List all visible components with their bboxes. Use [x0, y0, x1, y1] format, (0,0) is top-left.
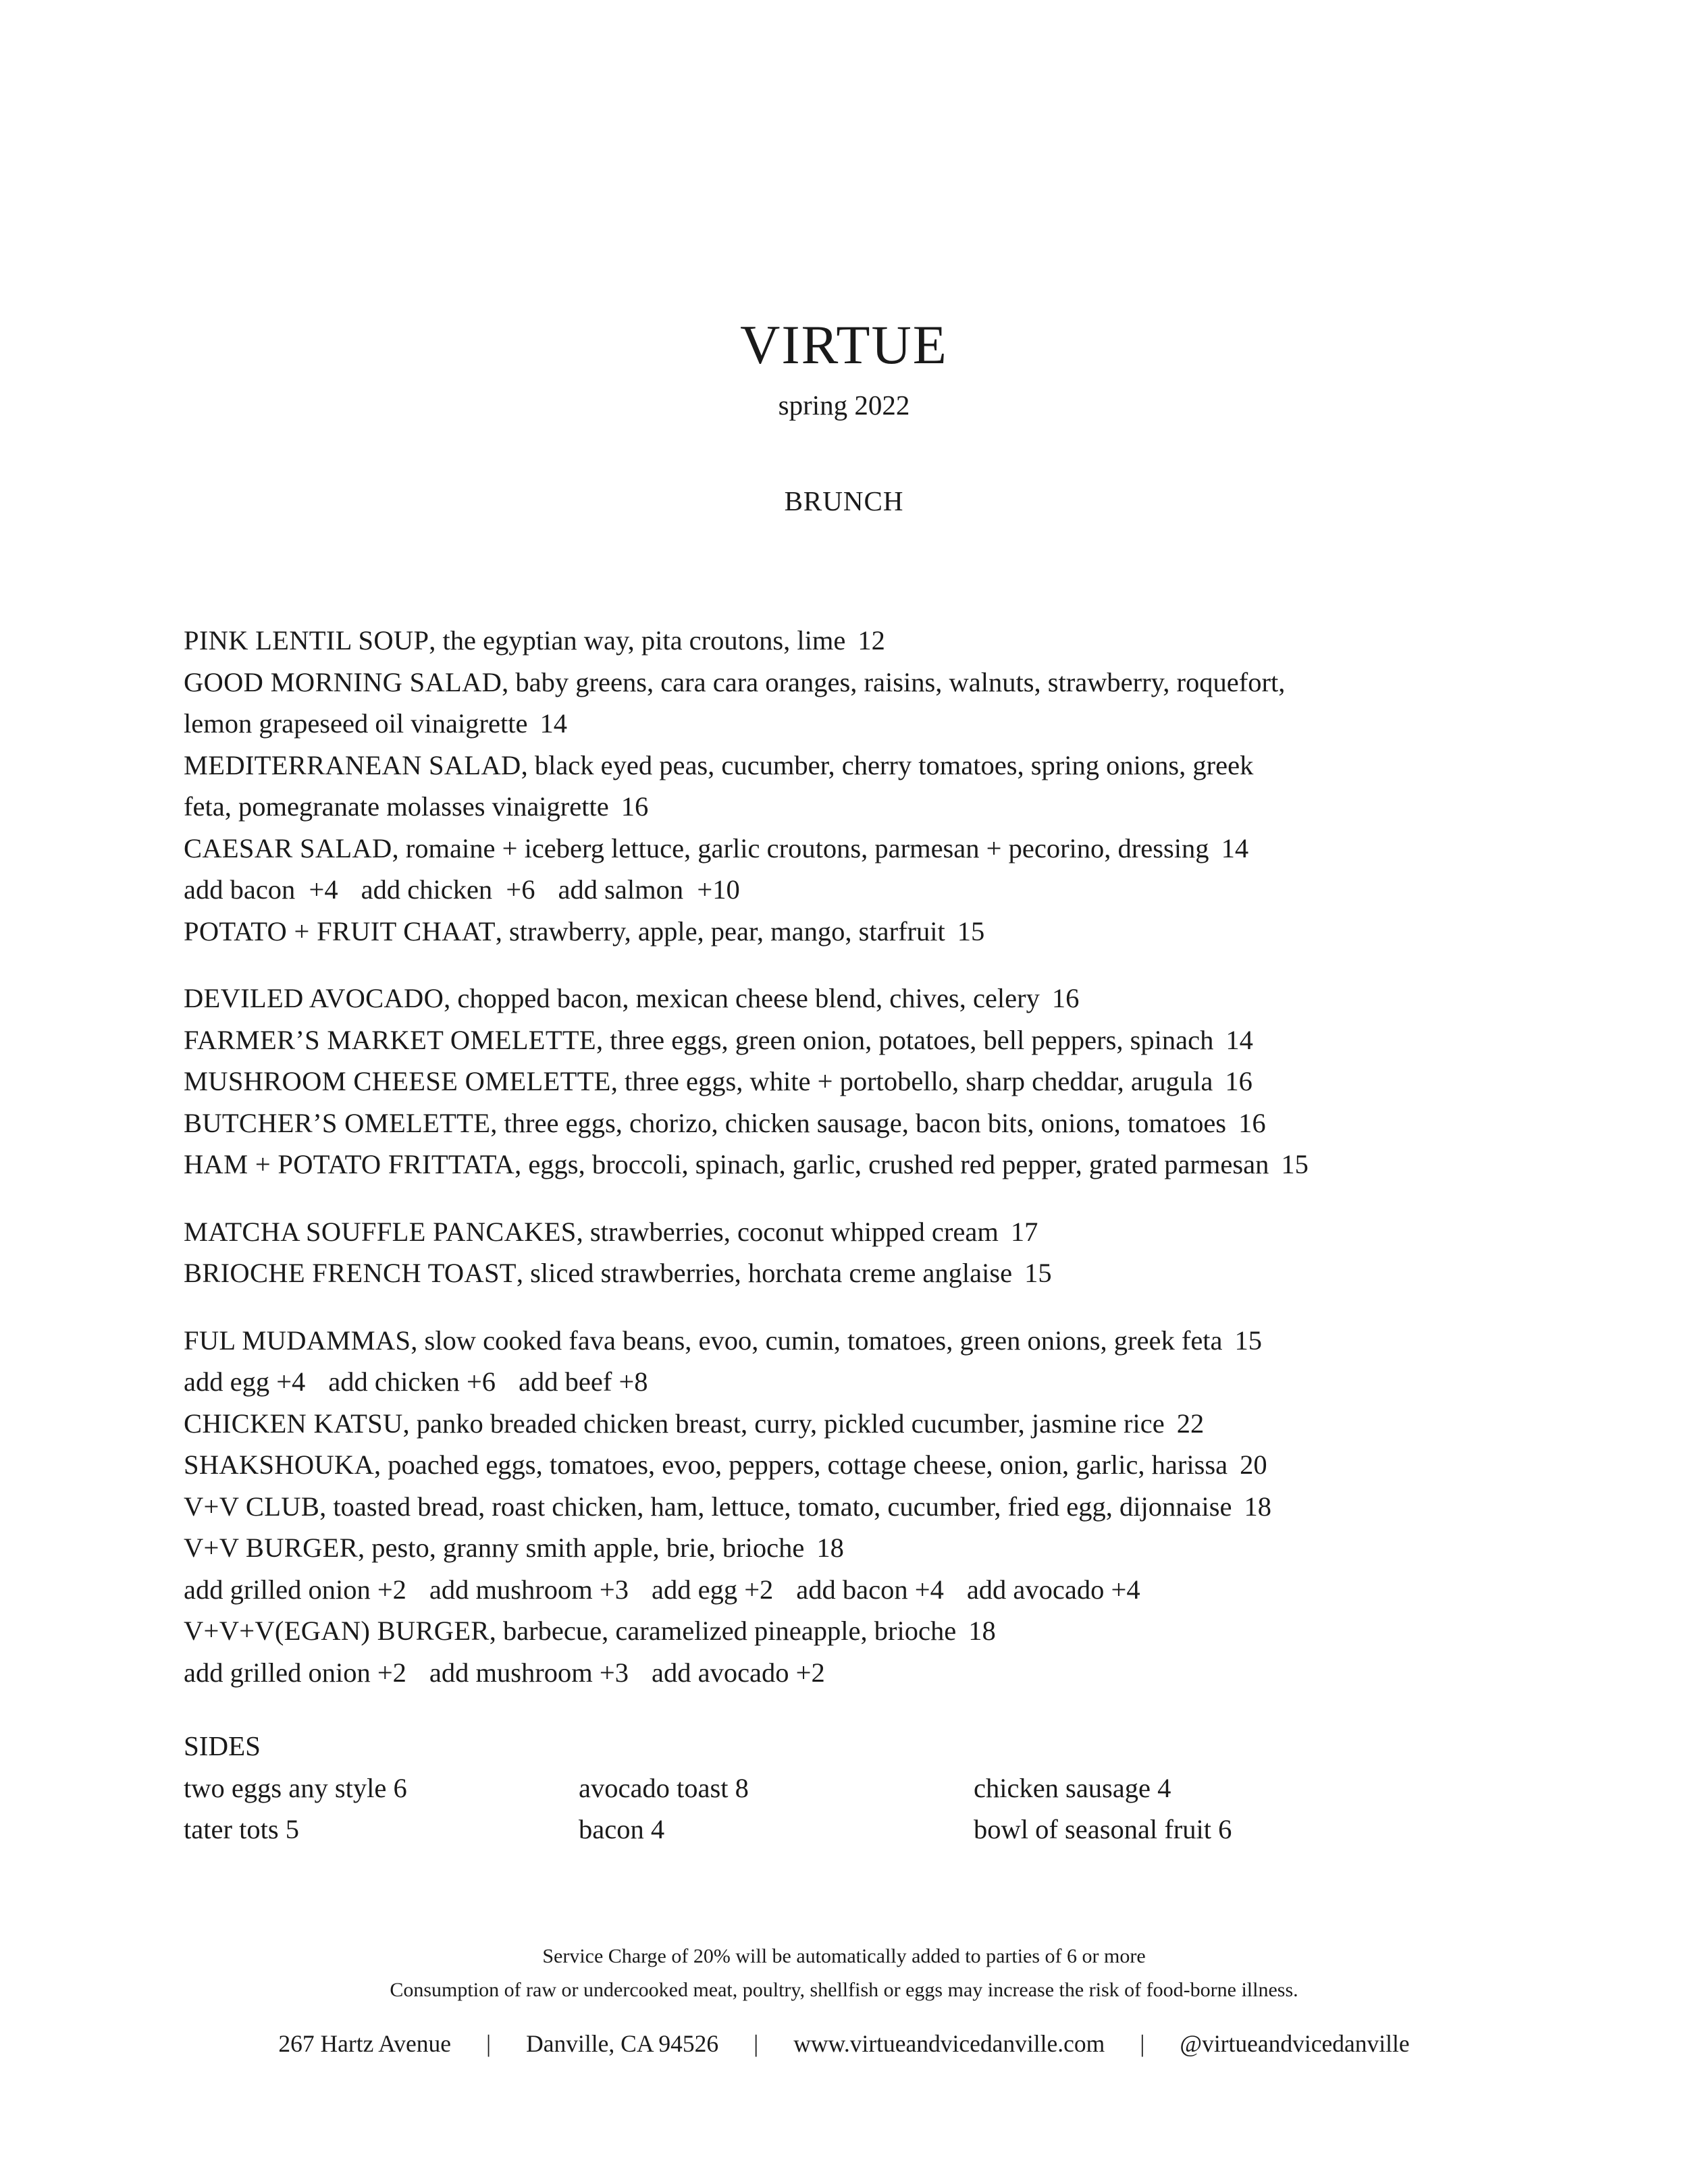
item-name: CHICKEN KATSU: [184, 1408, 403, 1439]
menu-group: [184, 620, 1534, 952]
item-name: MEDITERRANEAN SALAD: [184, 749, 521, 780]
addon-option: add egg +2: [652, 1574, 774, 1605]
menu-item: [184, 745, 1534, 787]
menu-item: [184, 1144, 1534, 1186]
item-description: , three eggs, chorizo, chicken sausage, bacon bits, onions, tomatoes: [490, 1107, 1227, 1138]
item-name: SHAKSHOUKA: [184, 1449, 375, 1480]
side-item: chicken sausage 4: [974, 1772, 1171, 1803]
menu-item: [184, 1061, 1534, 1102]
addon-option: add mushroom +3: [429, 1657, 629, 1688]
item-price: 18: [816, 1533, 844, 1563]
menu-item: [184, 786, 1534, 828]
menu-item: [184, 1610, 1534, 1652]
item-name: FUL MUDAMMAS: [184, 1325, 411, 1356]
item-description: , pesto, granny smith apple, brie, brioche: [358, 1533, 805, 1563]
separator: |: [1140, 2030, 1145, 2057]
item-price: 15: [957, 915, 985, 947]
item-price: 22: [1176, 1408, 1205, 1439]
addon-option: add bacon +4: [796, 1574, 944, 1605]
menu-groups: [184, 620, 1534, 1693]
item-name: MATCHA SOUFFLE PANCAKES: [184, 1216, 577, 1247]
addon-option: add mushroom +3: [429, 1574, 629, 1605]
item-description: , strawberry, apple, pear, mango, starfruit: [495, 915, 945, 947]
menu-item: [184, 1252, 1534, 1294]
menu-group: [184, 1320, 1534, 1694]
side-item: tater tots 5: [184, 1814, 299, 1844]
season-subtitle: spring 2022: [778, 390, 910, 421]
item-name: GOOD MORNING SALAD: [184, 666, 502, 697]
side-item: avocado toast 8: [579, 1772, 749, 1803]
item-description: , slow cooked fava beans, evoo, cumin, tomatoes, green onions, greek feta: [411, 1325, 1223, 1356]
addon-option: add grilled onion +2: [184, 1574, 406, 1605]
menu-body: [184, 620, 1534, 1850]
sides-heading: SIDES: [184, 1730, 261, 1761]
item-price: 15: [1281, 1149, 1309, 1179]
sides-grid: [184, 1767, 1534, 1850]
city: Danville, CA 94526: [526, 2030, 719, 2057]
item-description: , eggs, broccoli, spinach, garlic, crushed red pepper, grated parmesan: [515, 1149, 1269, 1179]
item-description: , three eggs, green onion, potatoes, bell peppers, spinach: [596, 1024, 1214, 1055]
addon-line: [184, 1361, 1534, 1403]
item-price: 14: [1221, 832, 1249, 863]
item-description: , chopped bacon, mexican cheese blend, chives, celery: [444, 983, 1040, 1013]
addon-line: [184, 1569, 1534, 1611]
addon-option: add salmon +10: [558, 874, 740, 905]
addon-option: add egg +4: [184, 1366, 306, 1397]
item-name: CAESAR SALAD: [184, 832, 392, 863]
item-price: 20: [1240, 1449, 1267, 1480]
side-item: bacon 4: [579, 1814, 665, 1844]
addon-option: add avocado +4: [966, 1574, 1140, 1605]
item-description: , sliced strawberries, horchata creme anglaise: [516, 1258, 1013, 1288]
addon-option: add avocado +2: [652, 1657, 825, 1688]
side-item: two eggs any style 6: [184, 1772, 407, 1803]
item-name: FARMER’S MARKET OMELETTE: [184, 1024, 596, 1055]
separator: |: [486, 2030, 492, 2057]
menu-group: [184, 1211, 1534, 1294]
item-price: 14: [539, 708, 567, 739]
item-description: , black eyed peas, cucumber, cherry tomatoes, spring onions, greek: [521, 749, 1254, 780]
menu-item: [184, 1320, 1534, 1362]
item-price: 15: [1234, 1325, 1263, 1356]
service-charge-note: Service Charge of 20% will be automatically added to parties of 6 or more: [542, 1945, 1146, 1967]
item-price: 16: [1051, 983, 1080, 1013]
item-description: , the egyptian way, pita croutons, lime: [429, 625, 846, 656]
menu-item: [184, 1527, 1534, 1569]
item-price: 15: [1024, 1258, 1052, 1288]
menu-item: [184, 828, 1534, 870]
item-description: , romaine + iceberg lettuce, garlic croutons, parmesan + pecorino, dressing: [392, 832, 1209, 863]
item-name: MUSHROOM CHEESE OMELETTE: [184, 1066, 611, 1096]
item-name: HAM + POTATO FRITTATA: [184, 1149, 515, 1179]
item-price: 18: [968, 1616, 996, 1646]
item-name: PINK LENTIL SOUP: [184, 625, 429, 656]
item-name: POTATO + FRUIT CHAAT: [184, 915, 496, 947]
item-name: DEVILED AVOCADO: [184, 983, 444, 1013]
addon-option: add grilled onion +2: [184, 1657, 406, 1688]
item-description: , barbecue, caramelized pineapple, brioche: [489, 1616, 957, 1646]
item-price: 16: [1225, 1066, 1252, 1096]
item-description: , toasted bread, roast chicken, ham, lettuce, tomato, cucumber, fried egg, dijonnaise: [319, 1491, 1232, 1522]
item-name: BRIOCHE FRENCH TOAST: [184, 1258, 517, 1288]
item-description: , poached eggs, tomatoes, evoo, peppers, cottage cheese, onion, garlic, harissa: [374, 1449, 1228, 1480]
item-price: 16: [1238, 1107, 1266, 1138]
menu-item: [184, 978, 1534, 1019]
addon-option: add chicken +6: [361, 874, 535, 905]
menu-item: [184, 911, 1534, 953]
addon-line: [184, 1652, 1534, 1694]
menu-group: [184, 978, 1534, 1186]
separator: |: [754, 2030, 759, 2057]
menu-section-heading: BRUNCH: [784, 485, 904, 516]
menu-item: [184, 1403, 1534, 1445]
address: 267 Hartz Avenue: [278, 2030, 452, 2057]
addon-option: add beef +8: [519, 1366, 648, 1397]
menu-item: [184, 1444, 1534, 1486]
side-item: bowl of seasonal fruit 6: [974, 1814, 1232, 1844]
contact-line: [0, 2032, 1688, 2056]
menu-item: [184, 620, 1534, 662]
item-price: 16: [621, 791, 649, 822]
restaurant-title: VIRTUE: [740, 314, 948, 375]
item-description: , panko breaded chicken breast, curry, pickled cucumber, jasmine rice: [402, 1408, 1165, 1439]
item-description: feta, pomegranate molasses vinaigrette: [184, 791, 609, 822]
item-price: 18: [1244, 1491, 1271, 1522]
item-description: lemon grapeseed oil vinaigrette: [184, 708, 528, 739]
menu-item: [184, 662, 1534, 703]
addon-line: [184, 869, 1534, 911]
item-name: V+V+V(EGAN) BURGER: [184, 1616, 490, 1646]
menu-item: [184, 1211, 1534, 1253]
addon-option: add chicken +6: [328, 1366, 496, 1397]
item-name: V+V BURGER: [184, 1533, 359, 1563]
website-link[interactable]: www.virtueandvicedanville.com: [793, 2030, 1105, 2057]
item-description: , strawberries, coconut whipped cream: [576, 1216, 999, 1247]
menu-item: [184, 1486, 1534, 1528]
menu-item: [184, 1019, 1534, 1061]
item-description: , three eggs, white + portobello, sharp cheddar, arugula: [610, 1066, 1213, 1096]
item-name: BUTCHER’S OMELETTE: [184, 1107, 491, 1138]
health-warning-note: Consumption of raw or undercooked meat, poultry, shellfish or eggs may increase the risk of food-borne illness.: [390, 1979, 1298, 2001]
item-description: , baby greens, cara cara oranges, raisins, walnuts, strawberry, roquefort,: [502, 666, 1286, 697]
social-handle[interactable]: @virtueandvicedanville: [1180, 2030, 1410, 2057]
addon-option: add bacon +4: [184, 874, 338, 905]
item-price: 17: [1010, 1216, 1038, 1247]
item-name: V+V CLUB: [184, 1491, 320, 1522]
item-price: 14: [1225, 1024, 1253, 1055]
item-price: 12: [858, 625, 885, 656]
menu-item: [184, 1102, 1534, 1144]
menu-item: [184, 703, 1534, 745]
